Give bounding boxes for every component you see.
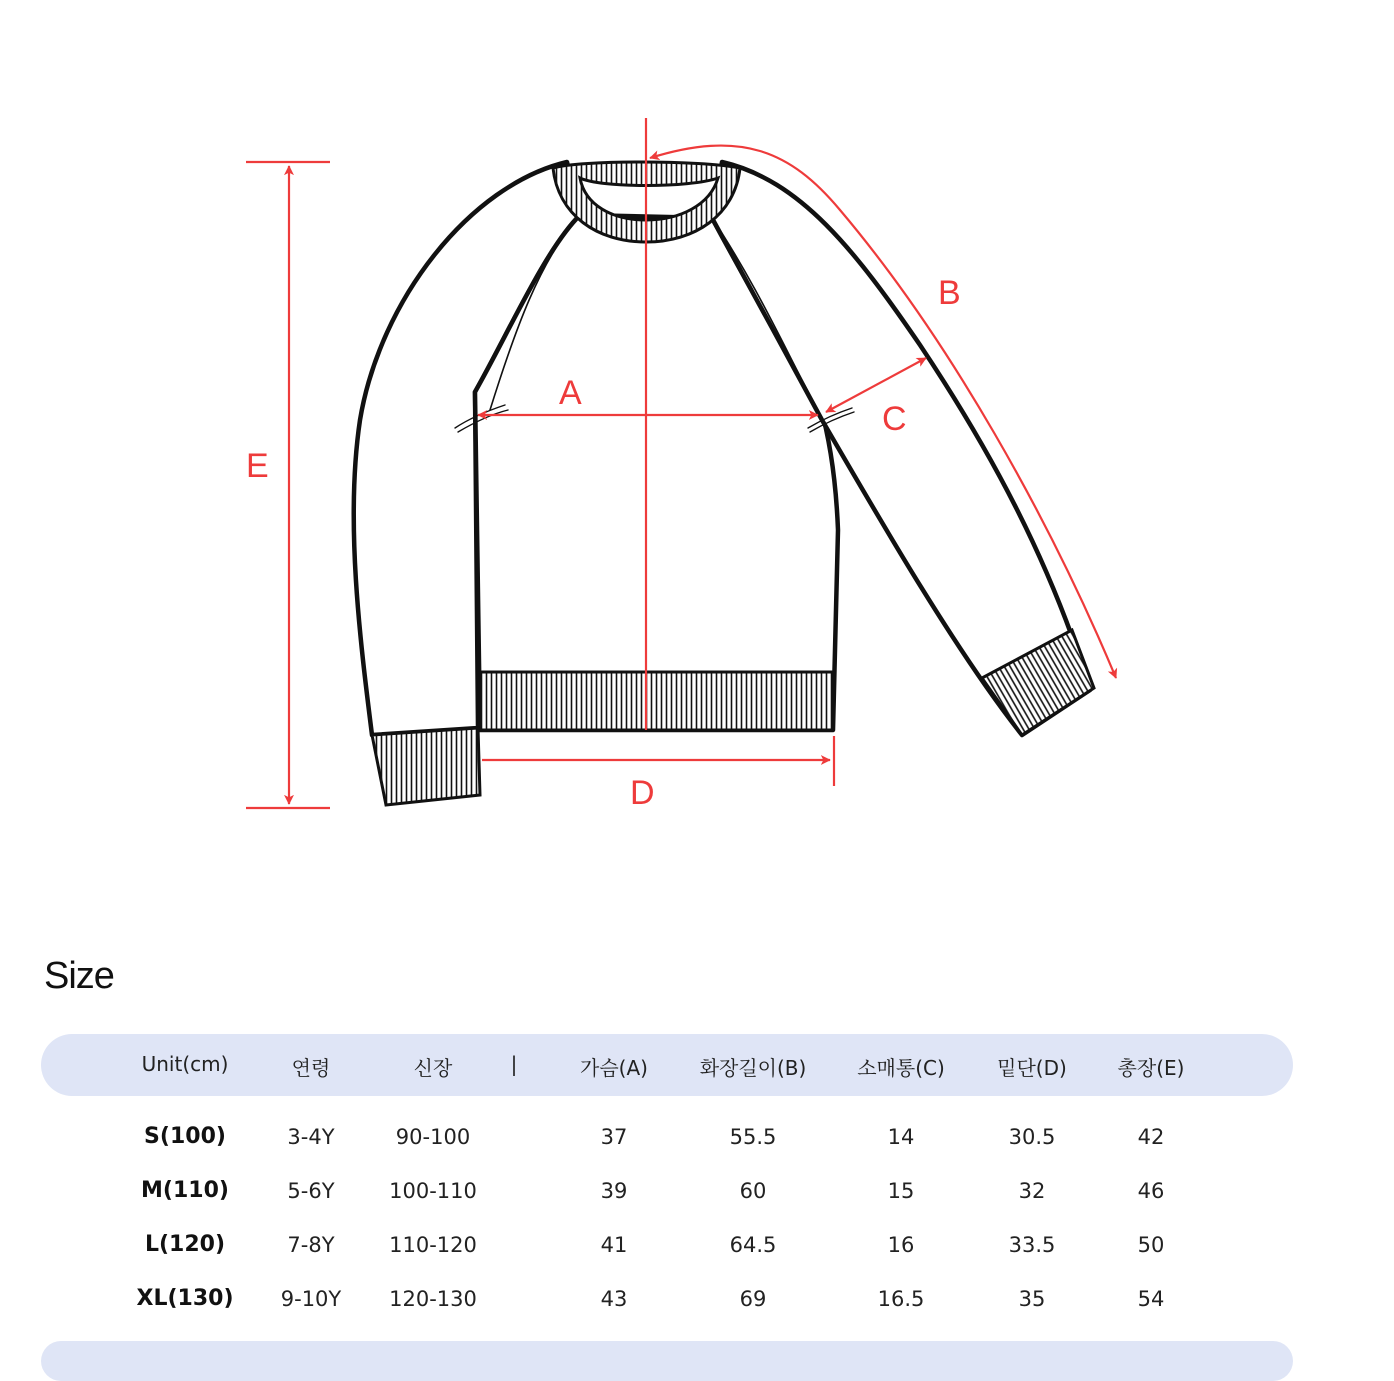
table-cell: 110-120 [389,1233,477,1257]
table-cell: 69 [739,1287,767,1311]
measure-d [482,736,834,786]
table-cell: 41 [600,1233,628,1257]
table-cell: 5-6Y [287,1179,335,1203]
label-b: B [938,274,961,312]
left-cuff-rib [372,728,480,805]
table-cell: 7-8Y [287,1233,335,1257]
table-cell: 3-4Y [287,1125,335,1149]
table-cell: 120-130 [389,1287,477,1311]
table-cell: 30.5 [1008,1125,1056,1149]
header-age: 연령 [291,1056,331,1080]
header-chest: 가슴(A) [580,1056,648,1080]
table-row-label: L(120) [144,1232,226,1257]
table-cell: 14 [887,1125,915,1149]
table-cell: 100-110 [389,1179,477,1203]
header-sleeve-length: 화장길이(B) [699,1056,807,1080]
label-c: C [882,400,907,438]
header-total-length: 총장(E) [1117,1056,1185,1080]
size-section-title: Size [44,955,114,997]
size-table-footer-bar [41,1341,1293,1381]
header-sleeve-width: 소매통(C) [857,1056,945,1080]
table-cell: 33.5 [1008,1233,1056,1257]
table-row-label: M(110) [141,1178,229,1203]
table-cell: 35 [1018,1287,1046,1311]
table-cell: 15 [887,1179,915,1203]
table-cell: 37 [600,1125,628,1149]
table-cell: 9-10Y [280,1287,342,1311]
table-row-label: XL(130) [136,1286,234,1311]
label-a: A [559,374,582,412]
table-cell: 16 [887,1233,915,1257]
table-row-label: S(100) [144,1124,226,1149]
table-cell: 16.5 [877,1287,925,1311]
sweatshirt-outline [354,162,1090,735]
table-cell: 54 [1137,1287,1165,1311]
table-cell: 90-100 [395,1125,471,1149]
table-cell: 50 [1137,1233,1165,1257]
measure-e [246,162,330,808]
header-height: 신장 [413,1056,453,1080]
table-cell: 46 [1137,1179,1165,1203]
table-cell: 43 [600,1287,628,1311]
label-e: E [246,447,269,485]
size-table-header-bar [41,1034,1293,1096]
table-cell: 42 [1137,1125,1165,1149]
hem-rib [480,672,833,730]
table-cell: 55.5 [729,1125,777,1149]
table-cell: 39 [600,1179,628,1203]
header-separator: | [510,1052,518,1076]
table-cell: 60 [739,1179,767,1203]
table-cell: 64.5 [729,1233,777,1257]
header-hem: 밑단(D) [997,1056,1067,1080]
table-cell: 32 [1018,1179,1046,1203]
label-d: D [630,774,655,812]
header-unit: Unit(cm) [141,1052,229,1076]
